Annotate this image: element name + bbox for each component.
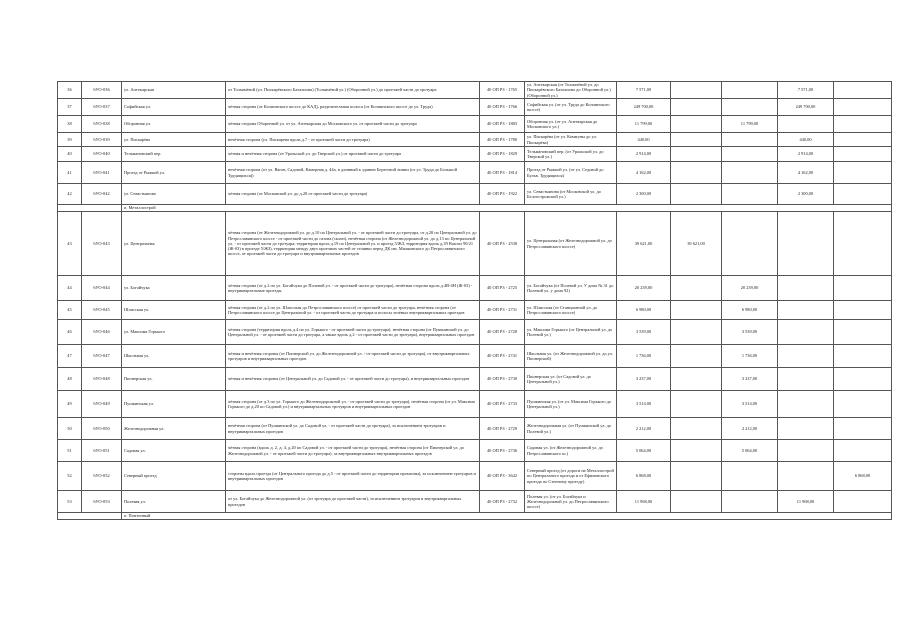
object-code: 6УО-039 [82,133,122,147]
total-area: 1 736,00 [617,345,671,368]
area-class-2 [722,491,778,513]
table-row [58,82,892,99]
area-class-1 [671,276,722,301]
area-class-1 [671,99,722,116]
total-area: 2 300,00 [617,184,671,205]
road-location: Северный проезд (от дороги на Металлострой по Центрального проезда и от Ефимовского проезда по Степному проезду) [525,462,617,491]
area-class-2 [722,133,778,147]
area-class-4 [834,184,892,205]
road-location: Железнодорожная ул. (от Пушкинской ул. до Полевой ул.) [525,418,617,440]
total-area: 39 621,00 [617,212,671,276]
cleaning-description: чётная сторона (вдоль д. 2, д. 4, д.20 по Садовой ул. - от проезжей части до тротуара), нечётная сторона (от Пионерской ул. до Железнодорожной ул. - от проезжей части до тротуара), за внутриквартальных внутриквартальных проездов [226,440,480,462]
area-class-2: 6 980,00 [722,301,778,320]
row-number: 50 [58,418,82,440]
street-name: Садовая ул. [122,440,226,462]
row-number: 38 [58,116,82,133]
total-area: 7 571,00 [617,82,671,99]
road-location: ул. Центральная (от Железнодорожной ул. до Петрославянского шоссе) [525,212,617,276]
cleaning-description: чётная сторона (от Московской ул. до д.20 от проезжей части до тротуара) [226,184,480,205]
row-number: 48 [58,368,82,391]
street-name: Оборонная ул. [122,116,226,133]
table-row [58,276,892,301]
area-class-3 [778,320,834,345]
area-class-2: 3 514,00 [722,391,778,418]
area-class-1 [671,147,722,162]
road-location: ул. Аптекарская (от Толмачёвой ул. до Пискарёвского Баталиона до Оборонной ул.) (Оборонной ул.) [525,82,617,99]
total-area: 2 914,00 [617,147,671,162]
area-class-3 [778,391,834,418]
road-location: ул. Богайчука (от Полевой ул. У дома № 31 до Полевой ул. у дома 92) [525,276,617,301]
area-class-2: 11 799,00 [722,116,778,133]
area-class-2 [722,162,778,184]
total-area: 3 514,00 [617,391,671,418]
cleaning-description: чётная сторона (от д.2 по ул. Богайчука до Полевой ул. - от проезжей части до тротуара), нечётная сторона вдоль д.4В-4Н (Ж-03) - внутриквартальные проезды [226,276,480,301]
cleaning-description: от Толмачёвой (ул. Пискарёвского Баталиона) (Толмачёвой ул.) (Оборонной ул.) до проезжей части до тротуара [226,82,480,99]
total-area: 440,00 [617,133,671,147]
table-row [58,184,892,205]
section-spacer [58,205,122,212]
area-class-3 [778,345,834,368]
street-name: ул. Максима Горького [122,320,226,345]
row-number: 51 [58,440,82,462]
road-location: ул. Шлисская (от Станционной ул. до Петрославянского шоссе) [525,301,617,320]
table-row [58,301,892,320]
table-row [58,368,892,391]
registry-number: 40 ОП РЗ - 1765 [480,82,525,99]
total-area: 3 539,00 [617,320,671,345]
area-class-3: 249 700,00 [778,99,834,116]
registry-number: 40 ОП РЗ - 1814 [480,162,525,184]
section-spacer [58,513,122,520]
area-class-4 [834,320,892,345]
row-number: 53 [58,491,82,513]
area-class-3 [778,418,834,440]
area-class-4 [834,440,892,462]
road-location: Софийская ул. (от ул. Труда до Колпинского шоссе) [525,99,617,116]
area-class-3 [778,368,834,391]
registry-number: 40 ОП РЗ - 2736 [480,440,525,462]
area-class-2: 2 212,00 [722,418,778,440]
road-location: Пионерская ул. (от Садовой ул. до Центральной ул.) [525,368,617,391]
area-class-1: 39 621,00 [671,212,722,276]
object-code: 6УО-052 [82,462,122,491]
area-class-2 [722,147,778,162]
road-location: ул. Пискарёва (от ул. Коммуны до ул. Пискарёва) [525,133,617,147]
street-name: Школьная ул. [122,345,226,368]
area-class-3: 4 162,00 [778,162,834,184]
area-class-1 [671,162,722,184]
registry-number: 40 ОП РЗ - 2733 [480,391,525,418]
road-location: Тельмановский пер. (от Уральской ул. до Тверской ул.) [525,147,617,162]
table-row [58,99,892,116]
area-class-4 [834,133,892,147]
area-class-4 [834,391,892,418]
road-location: Школьная ул. (от Железнодорожной ул. до ул. Пионерской) [525,345,617,368]
section-label: п. Металлострой [122,205,892,212]
registry-number: 40 ОП РЗ - 2732 [480,491,525,513]
area-class-3 [778,116,834,133]
area-class-2 [722,99,778,116]
area-class-4 [834,276,892,301]
total-area: 6 980,00 [617,301,671,320]
street-name: ул. Богайчука [122,276,226,301]
street-name: Софийская ул. [122,99,226,116]
road-location: Пушкинская ул. (от ул. Максима Горького до Центральной ул.) [525,391,617,418]
area-class-4 [834,212,892,276]
registry-number: 40 ОП РЗ - 1883 [480,116,525,133]
table-row [58,462,892,491]
area-class-1 [671,418,722,440]
area-class-3: 440,00 [778,133,834,147]
area-class-1 [671,320,722,345]
area-class-4 [834,301,892,320]
area-class-2: 1 736,00 [722,345,778,368]
area-class-2: 3 539,00 [722,320,778,345]
street-name: ул. Севастьянова [122,184,226,205]
cleaning-description: от ул. Богайчука до Железнодорожной ул. (от тротуара до проезжей части), за исключением тротуаров и внутриквартальных проездов [226,491,480,513]
total-area: 249 700,00 [617,99,671,116]
total-area: 11 799,00 [617,116,671,133]
street-name: Пушкинская ул. [122,391,226,418]
street-name: Проезд от Рыжкой ул. [122,162,226,184]
area-class-1 [671,116,722,133]
area-class-3: 2 300,00 [778,184,834,205]
street-name: ул. Аптекарская [122,82,226,99]
area-class-3 [778,440,834,462]
area-class-4 [834,491,892,513]
row-number: 49 [58,391,82,418]
registry-number: 40 ОП РЗ - 1766 [480,99,525,116]
cleaning-description: чётная и нечётная стороны (от Пионерской ул. до Железнодорожной ул. - от проезжей части до тротуара), от внутриквартальных тротуаров и внутриквартальных проездов [226,345,480,368]
street-name: ул. Пискарёва [122,133,226,147]
registry-number: 40 ОП РЗ - 2730 [480,368,525,391]
row-number: 40 [58,147,82,162]
cleaning-description: чётная и нечётная стороны (от Центральной ул. до Садовой ул. - от проезжей части до тротуара), и внутриквартальных проездов [226,368,480,391]
area-class-2 [722,462,778,491]
area-class-3 [778,462,834,491]
area-class-4 [834,99,892,116]
table-row [58,440,892,462]
road-location: Проезд от Рыжкой ул. (от ул. Седовой до Бульв. Трудящихся) [525,162,617,184]
row-number: 47 [58,345,82,368]
area-class-1 [671,82,722,99]
area-class-2: 3 237,00 [722,368,778,391]
registry-number: 40 ОП РЗ - 1829 [480,147,525,162]
table-row [58,418,892,440]
total-area: 20 239,00 [617,276,671,301]
section-row [58,205,892,212]
row-number: 46 [58,320,82,345]
registry-number: 40 ОП РЗ - 2538 [480,212,525,276]
cleaning-description: чётная сторона (территория вдоль д.4 по ул. Горького - от проезжей части до тротуара), нечётная сторона (от Пушкинской ул. до Центральной ул. - от проезжей части до тротуара, а также вдоль д.2 - от проезжей части до тротуара), внутриквартальных проездов [226,320,480,345]
area-class-2 [722,184,778,205]
road-location: Оборонная ул. (от ул. Аптекарская до Московского ул.) [525,116,617,133]
cleaning-description: нечётная сторона (ул. Пискарева вдоль д.7 - от проезжей части до тротуара) [226,133,480,147]
object-code: 6УО-043 [82,212,122,276]
area-class-3: 11 968,00 [778,491,834,513]
registry-number: 40 ОП РЗ - 2728 [480,320,525,345]
object-code: 6УО-047 [82,345,122,368]
road-cleaning-table [57,81,892,520]
cleaning-description: чётная сторона (от д.3 по ул. Горького до Железнодорожной ул. - от проезжей части до тротуара), нечётная сторона (от ул. Максима Горького до д.20 по Садовой ул.) и внутриквартальных тротуаров и внутриквартальных проездов [226,391,480,418]
total-area: 2 212,00 [617,418,671,440]
registry-number: 40 ОП РЗ - 2741 [480,345,525,368]
object-code: 6УО-036 [82,82,122,99]
object-code: 6УО-042 [82,184,122,205]
row-number: 43 [58,212,82,276]
table-row [58,345,892,368]
area-class-4: 6 868,00 [834,462,892,491]
total-area: 6 868,00 [617,462,671,491]
row-number: 39 [58,133,82,147]
object-code: 6УО-045 [82,301,122,320]
object-code: 6УО-046 [82,320,122,345]
table-row [58,133,892,147]
area-class-3 [778,276,834,301]
area-class-2: 5 064,00 [722,440,778,462]
street-name: Железнодорожная ул. [122,418,226,440]
cleaning-description: чётная и нечётная сторона (от Уральской ул. до Тверской ул.) от проезжей части до тротуара [226,147,480,162]
area-class-1 [671,491,722,513]
area-class-1 [671,345,722,368]
area-class-3: 7 571,00 [778,82,834,99]
row-number: 44 [58,276,82,301]
area-class-3 [778,212,834,276]
area-class-4 [834,82,892,99]
object-code: 6УО-038 [82,116,122,133]
area-class-4 [834,162,892,184]
row-number: 36 [58,82,82,99]
cleaning-description: чётная сторона (от Железнодорожной ул. до д.10 по Центральной ул. - от проезжей части до тротуара, от д.20 по Центральной ул. до Петрославянского шоссе - от проезжей части до газона (склон), нечётная сторона (от Железнодорожной ул. до д.13 по Центральной ул. - от проезжей части до тротуара; территория вдоль д.19 по Центральной ул. и проезд 5/ЖЗ, территория вдоль д.39 Вокзал 90/21 (Ж-03) в проезде 5/ЖЗ), территория между двух проезжих частей от стоянки перед ДК им. Машковского до Петрославянского шоссе, от проезжей части до тротуара и внутриквартальных проездов [226,212,480,276]
table-row [58,162,892,184]
area-class-2: 20 239,00 [722,276,778,301]
road-location: Садовая ул. (от Железнодорожной ул. до Петрославянского ш.) [525,440,617,462]
table-body [58,82,892,520]
total-area: 11 968,00 [617,491,671,513]
total-area: 3 237,00 [617,368,671,391]
street-name: Северный проезд [122,462,226,491]
registry-number: 40 ОП РЗ - 1780 [480,133,525,147]
cleaning-description: чётная сторона Оборонной ул. от ул. Аптекарская до Московского ул. от проезжей части до тротуара [226,116,480,133]
area-class-4 [834,368,892,391]
row-number: 41 [58,162,82,184]
cleaning-description: нечётная сторона (от ул. Вагов, Садовой, Камерная д. 44а, в длинный к зданию Береговой линии (от ул. Труда до Большой Трудящихся)) [226,162,480,184]
section-label: п. Понтонный [122,513,892,520]
object-code: 6УО-053 [82,491,122,513]
cleaning-description: стороны вдоль проезда (от Центрального проезда до д.5 - от проезжей части до территории промзоны), за исключением тротуаров и внутриквартальных проездов [226,462,480,491]
object-code: 6УО-049 [82,391,122,418]
object-code: 6УО-050 [82,418,122,440]
cleaning-description: чётная сторона (от д.2 по ул. Шлисская до Петрославянского шоссе) от проезжей части до тротуара, нечётная сторона (от Петрославянского шоссе до Центральной ул. - от проезжей части до тротуара и полосы зелёных внутриквартальных проездов [226,301,480,320]
area-class-3: 2 914,00 [778,147,834,162]
table-row [58,491,892,513]
row-number: 45 [58,301,82,320]
row-number: 52 [58,462,82,491]
registry-number: 40 ОП РЗ - 2729 [480,418,525,440]
cleaning-description: нечётная сторона (от Пушкинской ул. до Садовой ул. - от проезжей части до тротуара), за исключением тротуаров и внутриквартальных проездов [226,418,480,440]
street-name: Полевая ул. [122,491,226,513]
area-class-4 [834,418,892,440]
object-code: 6УО-037 [82,99,122,116]
road-location: ул. Севастьянова (от Московской ул. до Белоострожской ул.) [525,184,617,205]
road-location: Полевая ул. (от ул. Богайчука и Железнодорожной ул. до Петрославянского шоссе) [525,491,617,513]
table-row [58,212,892,276]
row-number: 42 [58,184,82,205]
road-location: ул. Максима Горького (от Центральной ул. до Полевой ул.) [525,320,617,345]
area-class-1 [671,368,722,391]
total-area: 4 162,00 [617,162,671,184]
street-name: Тельмановский пер. [122,147,226,162]
street-name: ул. Центральная [122,212,226,276]
table-row [58,320,892,345]
cleaning-description: чётная сторона (от Колпинского шоссе до КАД), разделительная полоса (от Колпинского шоссе до ул. Труда) [226,99,480,116]
area-class-1 [671,133,722,147]
area-class-1 [671,301,722,320]
area-class-2 [722,212,778,276]
area-class-1 [671,462,722,491]
object-code: 6УО-040 [82,147,122,162]
area-class-1 [671,184,722,205]
area-class-3 [778,301,834,320]
section-row [58,513,892,520]
area-class-4 [834,116,892,133]
registry-number: 40 ОП РЗ - 2725 [480,276,525,301]
registry-number: 40 ОП РЗ - 3642 [480,462,525,491]
registry-number: 40 ОП РЗ - 1922 [480,184,525,205]
street-name: Пионерская ул. [122,368,226,391]
total-area: 5 064,00 [617,440,671,462]
table-row [58,391,892,418]
object-code: 6УО-041 [82,162,122,184]
area-class-2 [722,82,778,99]
street-name: Шлисская ул. [122,301,226,320]
registry-number: 40 ОП РЗ - 2731 [480,301,525,320]
table-row [58,116,892,133]
area-class-1 [671,440,722,462]
row-number: 37 [58,99,82,116]
object-code: 6УО-044 [82,276,122,301]
table-row [58,147,892,162]
object-code: 6УО-051 [82,440,122,462]
area-class-1 [671,391,722,418]
area-class-4 [834,345,892,368]
object-code: 6УО-048 [82,368,122,391]
area-class-4 [834,147,892,162]
